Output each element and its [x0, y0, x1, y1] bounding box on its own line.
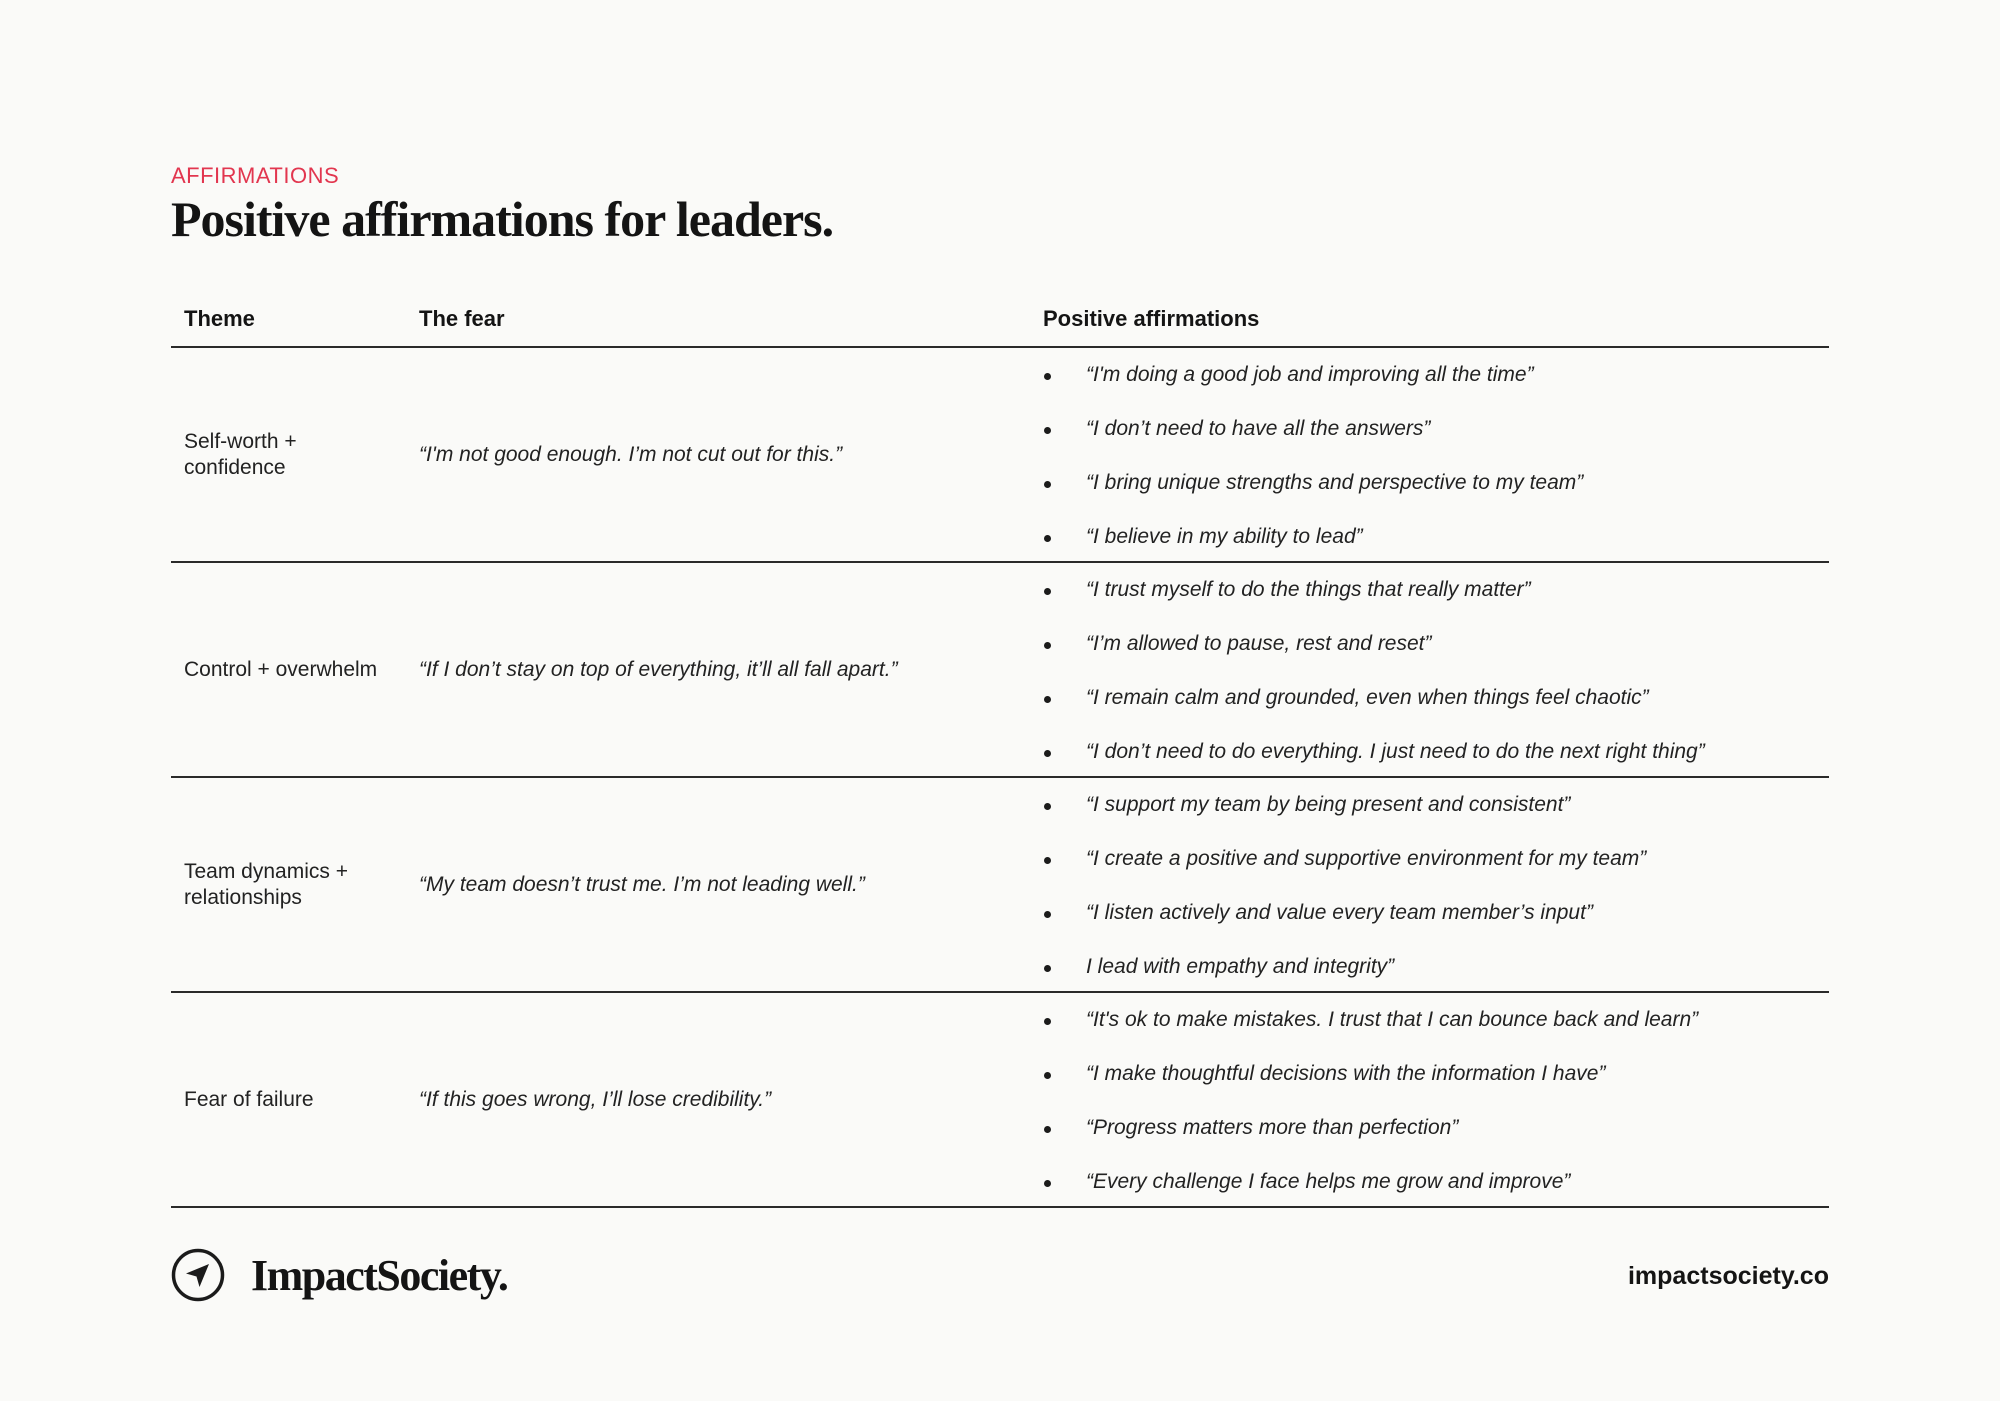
affirmation-item: “Progress matters more than perfection” — [1043, 1101, 1823, 1155]
brand-logo — [171, 1248, 507, 1302]
fear-cell: “My team doesn’t trust me. I’m not leading well.” — [419, 872, 865, 896]
affirmation-item: “I remain calm and grounded, even when things feel chaotic” — [1043, 671, 1823, 725]
affirmations-list — [1043, 778, 1823, 994]
affirmation-item: “I create a positive and supportive environment for my team” — [1043, 832, 1823, 886]
table-row — [171, 778, 1829, 993]
fear-cell: “If this goes wrong, I’ll lose credibility.” — [419, 1087, 772, 1111]
affirmation-item: “It's ok to make mistakes. I trust that I can bounce back and learn” — [1043, 993, 1823, 1047]
affirmation-item: “Every challenge I face helps me grow and improve” — [1043, 1155, 1823, 1209]
affirmation-item: “I'm doing a good job and improving all the time” — [1043, 348, 1823, 402]
affirmations-table — [171, 298, 1829, 1208]
eyebrow-label: AFFIRMATIONS — [171, 163, 340, 188]
affirmation-item: “I believe in my ability to lead” — [1043, 510, 1823, 564]
table-header — [171, 298, 1829, 348]
column-header-fear: The fear — [419, 306, 505, 331]
column-header-theme: Theme — [184, 306, 255, 331]
affirmation-item: “I make thoughtful decisions with the information I have” — [1043, 1047, 1823, 1101]
affirmations-list — [1043, 993, 1823, 1209]
affirmation-item: “I don’t need to do everything. I just need to do the next right thing” — [1043, 725, 1823, 779]
affirmation-item: “I bring unique strengths and perspective to my team” — [1043, 456, 1823, 510]
affirmation-item: “I trust myself to do the things that really matter” — [1043, 563, 1823, 617]
fear-cell: “If I don’t stay on top of everything, it’ll all fall apart.” — [419, 657, 898, 681]
affirmation-item: “I support my team by being present and consistent” — [1043, 778, 1823, 832]
affirmation-item: “I’m allowed to pause, rest and reset” — [1043, 617, 1823, 671]
brand-name: ImpactSociety. — [251, 1250, 508, 1300]
affirmation-item: “I don’t need to have all the answers” — [1043, 402, 1823, 456]
theme-cell: Self-worth + confidence — [184, 429, 297, 479]
affirmations-list — [1043, 348, 1823, 564]
table-row — [171, 993, 1829, 1208]
affirmation-item: “I listen actively and value every team member’s input” — [1043, 886, 1823, 940]
theme-cell: Control + overwhelm — [184, 657, 378, 681]
page-title: Positive affirmations for leaders. — [171, 191, 834, 247]
affirmation-item: I lead with empathy and integrity” — [1043, 940, 1823, 994]
theme-cell: Fear of failure — [184, 1087, 314, 1111]
fear-cell: “I'm not good enough. I’m not cut out for this.” — [419, 442, 843, 466]
compass-arrow-icon — [171, 1248, 225, 1302]
affirmations-list — [1043, 563, 1823, 779]
table-row — [171, 563, 1829, 778]
table-row — [171, 348, 1829, 563]
theme-cell: Team dynamics + relationships — [184, 859, 348, 909]
website-url: impactsociety.co — [1627, 1262, 1829, 1290]
column-header-affirmations: Positive affirmations — [1043, 306, 1260, 331]
